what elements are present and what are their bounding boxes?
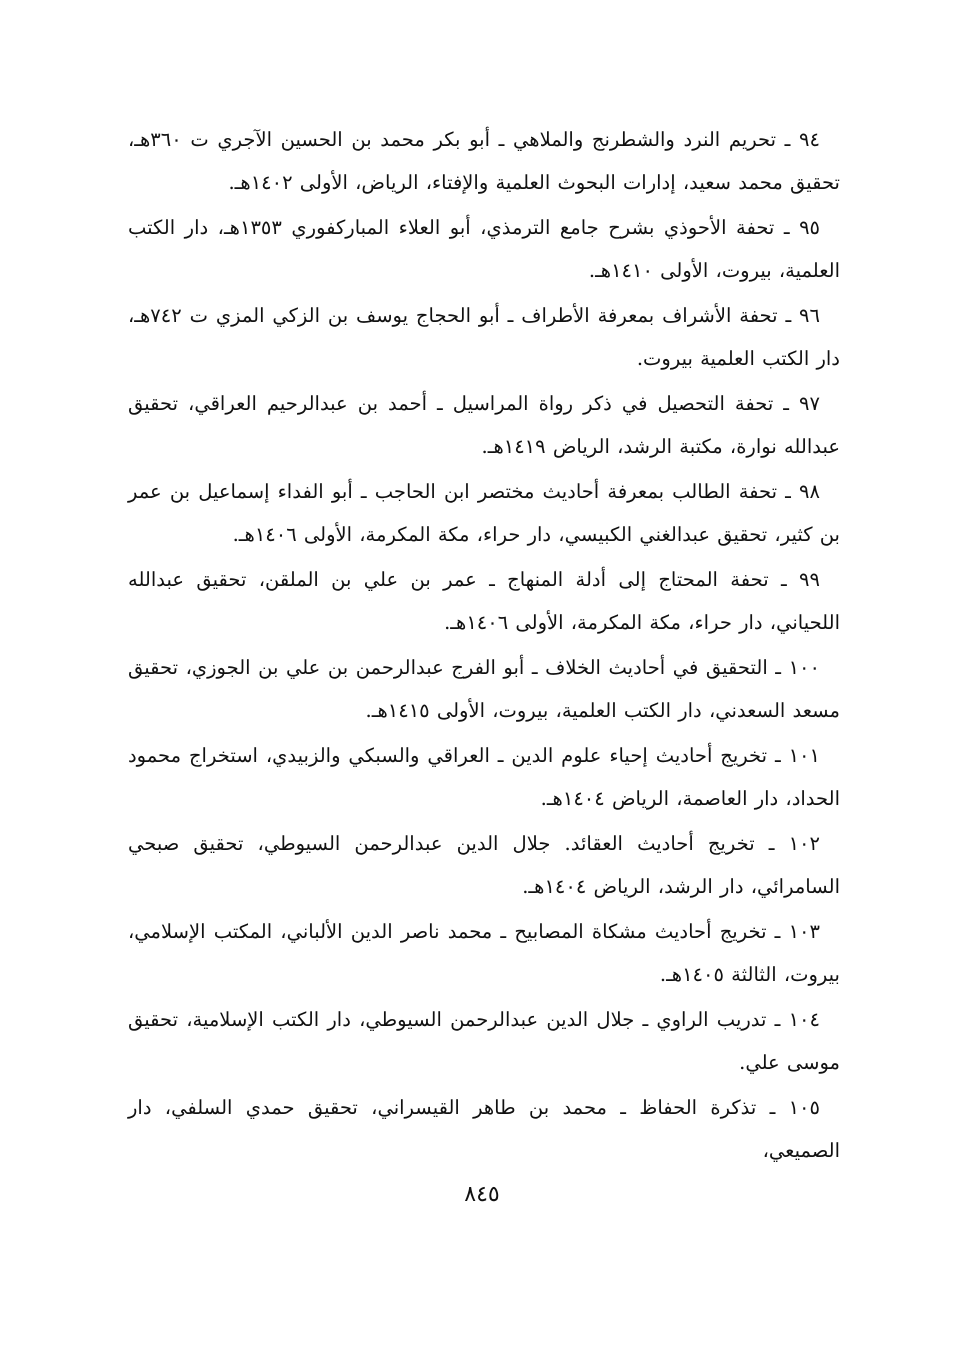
bibliography-entry-97: ٩٧ ـ تحفة التحصيل في ذكر رواة المراسيل ـ أحمد بن عبدالرحيم العراقي، تحقيق عبدالله نوارة، مكتبة الرشد، الرياض ١٤١٩هـ. bbox=[128, 392, 840, 458]
bibliography-entry-94: ٩٤ ـ تحريم النرد والشطرنج والملاهي ـ أبو بكر محمد بن الحسين الآجري ت ٣٦٠هـ، تحقيق محمد سعيد، إدارات البحوث العلمية والإفتاء، الرياض، الأولى ١٤٠٢هـ. bbox=[128, 128, 840, 194]
bibliography-entry-100: ١٠٠ ـ التحقيق في أحاديث الخلاف ـ أبو الفرج عبدالرحمن بن علي بن الجوزي، تحقيق مسعد السعدني، دار الكتب العلمية، بيروت، الأولى ١٤١٥هـ. bbox=[128, 656, 840, 722]
bibliography-entry-103: ١٠٣ ـ تخريج أحاديث مشكاة المصابيح ـ محمد ناصر الدين الألباني، المكتب الإسلامي، بيروت، الثالثة ١٤٠٥هـ. bbox=[128, 920, 840, 986]
bibliography-entry-95: ٩٥ ـ تحفة الأحوذي بشرح جامع الترمذي، أبو العلاء المباركفوري ١٣٥٣هـ، دار الكتب العلمية، بيروت، الأولى ١٤١٠هـ. bbox=[128, 216, 840, 282]
bibliography-entry-104: ١٠٤ ـ تدريب الراوي ـ جلال الدين عبدالرحمن السيوطي، دار الكتب الإسلامية، تحقيق موسى علي. bbox=[128, 1008, 840, 1074]
page-number: ٨٤٥ bbox=[464, 1182, 500, 1207]
bibliography-entry-105: ١٠٥ ـ تذكرة الحفاظ ـ محمد بن طاهر القيسراني، تحقيق حمدي السلفي، دار الصميعي، bbox=[128, 1096, 840, 1162]
bibliography-entry-102: ١٠٢ ـ تخريج أحاديث العقائد. جلال الدين عبدالرحمن السيوطي، تحقيق صبحي السامرائي، دار الرشد، الرياض ١٤٠٤هـ. bbox=[128, 832, 840, 898]
bibliography-entry-101: ١٠١ ـ تخريج أحاديث إحياء علوم الدين ـ العراقي والسبكي والزبيدي، استخراج محمود الحداد، دار العاصمة، الرياض ١٤٠٤هـ. bbox=[128, 744, 840, 810]
bibliography-entry-98: ٩٨ ـ تحفة الطالب بمعرفة أحاديث مختصر ابن الحاجب ـ أبو الفداء إسماعيل بن عمر بن كثير، تحقيق عبدالغني الكبيسي، دار حراء، مكة المكرمة، الأولى ١٤٠٦هـ. bbox=[128, 480, 840, 546]
page-body bbox=[128, 118, 840, 1174]
bibliography-entry-99: ٩٩ ـ تحفة المحتاج إلى أدلة المنهاج ـ عمر بن علي بن الملقن، تحقيق عبدالله اللحياني، دار حراء، مكة المكرمة، الأولى ١٤٠٦هـ. bbox=[128, 568, 840, 634]
bibliography-entry-96: ٩٦ ـ تحفة الأشراف بمعرفة الأطراف ـ أبو الحجاج يوسف بن الزكي المزي ت ٧٤٢هـ، دار الكتب العلمية بيروت. bbox=[128, 304, 840, 370]
